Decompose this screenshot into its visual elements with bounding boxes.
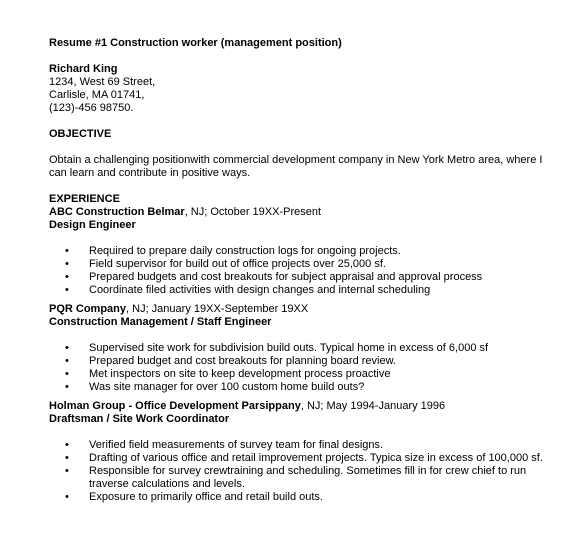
contact-address-line-2: Carlisle, MA 01741, xyxy=(49,89,145,101)
job-role: Design Engineer xyxy=(49,219,136,231)
objective-text: Obtain a challenging positionwith commercial development company in New York Metro area, where I can learn and contribute in positive ways. xyxy=(49,154,543,179)
job-details: , NJ; May 1994-January 1996 xyxy=(300,400,446,412)
bullet-icon: • xyxy=(65,342,69,354)
bullet-icon: • xyxy=(65,355,69,367)
list-item xyxy=(49,368,544,381)
bullet-icon: • xyxy=(65,368,69,380)
list-item xyxy=(49,258,544,271)
list-item xyxy=(49,355,544,368)
list-item-text: Coordinate filed activities with design changes and internal scheduling xyxy=(89,284,431,296)
bullet-icon: • xyxy=(65,245,69,257)
job-company-line xyxy=(49,400,580,413)
job-company: Holman Group - Office Development Parsippany xyxy=(49,400,301,412)
contact-block xyxy=(49,63,580,115)
job-entry-pqr xyxy=(49,303,580,394)
job-company-line xyxy=(49,206,580,219)
list-item-text: Field supervisor for build out of office projects over 25,000 sf. xyxy=(89,258,386,270)
list-item xyxy=(49,439,544,452)
bullet-icon: • xyxy=(65,465,69,477)
contact-name: Richard King xyxy=(49,63,118,75)
job-role: Construction Management / Staff Engineer xyxy=(49,316,272,328)
list-item xyxy=(49,342,544,355)
bullet-icon: • xyxy=(65,439,69,451)
objective-heading: OBJECTIVE xyxy=(49,128,112,140)
list-item xyxy=(49,381,544,394)
bullet-icon: • xyxy=(65,284,69,296)
bullet-icon: • xyxy=(65,452,69,464)
list-item xyxy=(49,245,544,258)
list-item xyxy=(49,491,544,504)
bullet-icon: • xyxy=(65,271,69,283)
bullet-icon: • xyxy=(65,491,69,503)
job-bullet-list xyxy=(49,439,580,504)
job-bullet-list xyxy=(49,245,580,297)
contact-address-line-1: 1234, West 69 Street, xyxy=(49,76,156,88)
list-item-text: Was site manager for over 100 custom home build outs? xyxy=(89,381,365,393)
resume-title: Resume #1 Construction worker (management position) xyxy=(49,37,342,49)
list-item xyxy=(49,271,544,284)
job-company-line xyxy=(49,303,580,316)
list-item xyxy=(49,452,544,465)
job-details: , NJ; January 19XX-September 19XX xyxy=(126,303,309,315)
job-role: Draftsman / Site Work Coordinator xyxy=(49,413,230,425)
bullet-icon: • xyxy=(65,381,69,393)
list-item-text: Exposure to primarily office and retail build outs. xyxy=(89,491,323,503)
list-item-text: Prepared budget and cost breakouts for planning board review. xyxy=(89,355,396,367)
job-company: PQR Company xyxy=(49,303,127,315)
job-company: ABC Construction Belmar xyxy=(49,206,185,218)
list-item xyxy=(49,465,544,491)
experience-heading: EXPERIENCE xyxy=(49,193,120,205)
job-bullet-list xyxy=(49,342,580,394)
list-item-text: Required to prepare daily construction logs for ongoing projects. xyxy=(89,245,401,257)
list-item xyxy=(49,284,544,297)
job-details: , NJ; October 19XX-Present xyxy=(184,206,322,218)
contact-phone: (123)-456 98750. xyxy=(49,102,134,114)
list-item-text: Verified field measurements of survey team for final designs. xyxy=(89,439,384,451)
job-entry-holman xyxy=(49,400,580,504)
list-item-text: Supervised site work for subdivision build outs. Typical home in excess of 6,000 sf xyxy=(89,342,489,354)
list-item-text: Responsible for survey crewtraining and scheduling. Sometimes fill in for crew chief to run traverse calculations and levels. xyxy=(89,465,527,490)
job-entry-abc xyxy=(49,206,580,297)
list-item-text: Drafting of various office and retail improvement projects. Typica size in excess of 100,000 sf. xyxy=(89,452,543,464)
list-item-text: Met inspectors on site to keep development process proactive xyxy=(89,368,391,380)
list-item-text: Prepared budgets and cost breakouts for subject appraisal and approval process xyxy=(89,271,483,283)
bullet-icon: • xyxy=(65,258,69,270)
